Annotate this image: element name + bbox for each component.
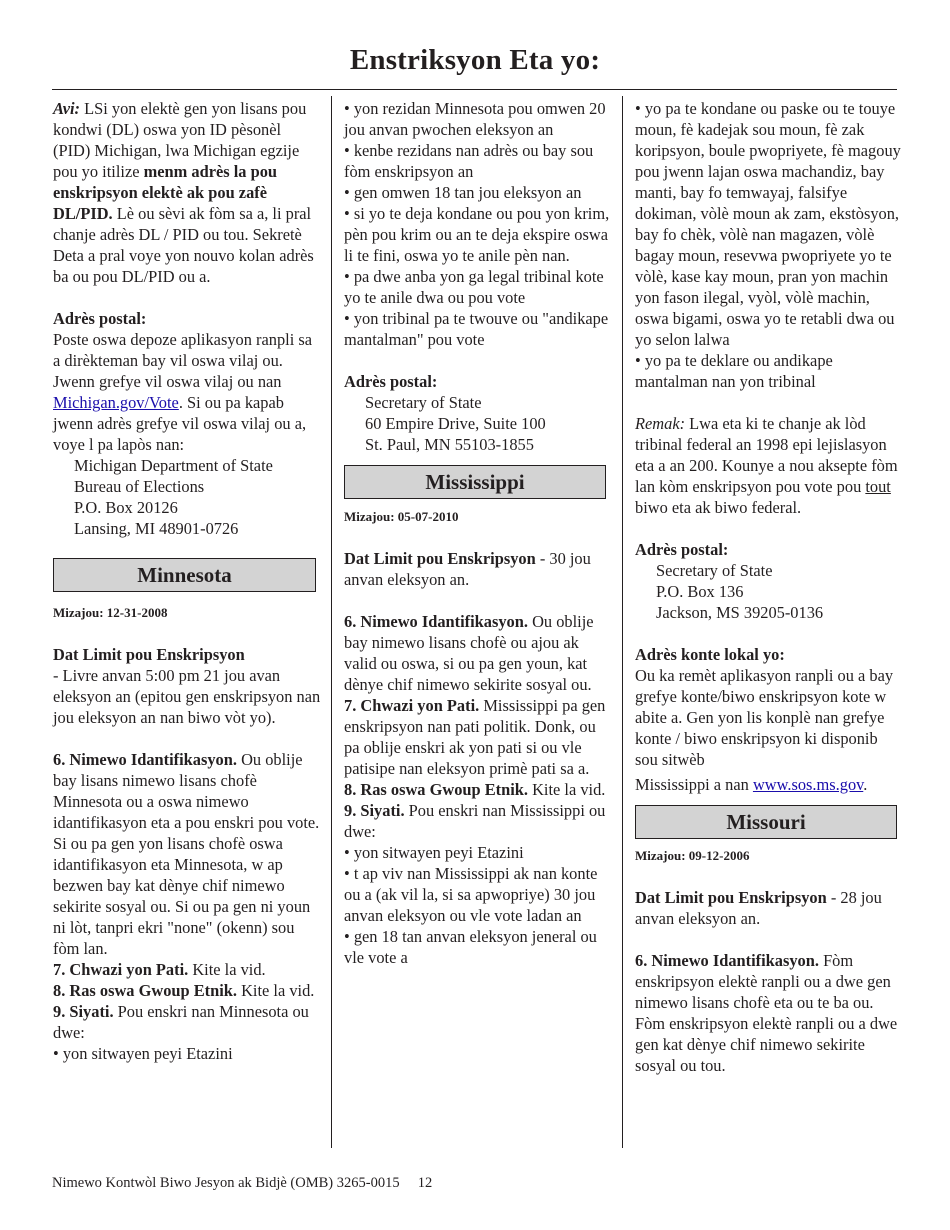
list-item: • t ap viv nan Mississippi ak nan konte ou a (ak vil la, si sa apwopriye) 30 jou anvan eleksyon ou vle vote ladan an [344, 864, 598, 925]
local-address-website: Mississippi a nan www.sos.ms.gov. [635, 775, 868, 794]
address-line: St. Paul, MN 55103-1855 [365, 435, 534, 454]
list-item: • kenbe rezidans nan adrès ou bay sou fòm enskripsyon an [344, 141, 594, 181]
list-item: • yo pa te kondane ou paske ou te touye moun, fè kadejak sou moun, fè zak koripsyon, boule pwopriyete, fè magouy pou jwenn lajan oswa machandiz, bay manti, bay fo temwayaj, falsifye dokiman, vòlè moun ak zam, ekstòsyon, bay fo chèk, vòlè nan magazen, vòlè bagay moun, resevwa pwopriyete yo te vòlè, kase kay moun, pran yon machin yon fason ilegal, vyòl, vòlè machin, oswa bigami, oswa yo te retabli dwa ou yo selon lalwa [635, 99, 901, 349]
michigan-postal-text: Poste oswa depoze aplikasyon ranpli sa a dirèkteman bay vil oswa vilaj ou. Jwenn grefye vil oswa vilaj ou nan Michigan.gov/Vote. Si ou pa kapab jwenn adrès grefye vil oswa vilaj ou a, voye l pa lapòs nan: [53, 330, 313, 454]
address-line: Bureau of Elections [74, 477, 205, 496]
minnesota-updated-date: Mizajou: 12-31-2008 [53, 605, 168, 620]
page-title: Enstriksyon Eta yo: [349, 44, 601, 76]
state-header-minnesota: Minnesota [53, 558, 316, 592]
mississippi-updated-date: Mizajou: 05-07-2010 [344, 509, 459, 524]
michigan-notice: Avi: LSi yon elektè gen yon lisans pou kondwi (DL) oswa yon ID pèsonèl (PID) Michigan, lwa Michigan egzije pou yo itilize menm adrès la pou enskripsyon elektè ak pou zafè DL/PID. Lè ou sèvi ak fòm sa a, li pral chanje adrès DL / PID ou tou. Sekretè Deta a pral voye yon nouvo kolan adrès ba ou pou DL/PID ou a. [53, 99, 314, 286]
minnesota-deadline-text: - Livre anvan 5:00 pm 21 jou avan eleksyon an (epitou gen enskripsyon nan jou eleksyon an nan biwo vòt yo). [53, 666, 321, 727]
state-header-mississippi: Mississippi [344, 465, 606, 499]
list-item: • yon tribinal pa te twouve ou "andikape mantalman" pou vote [344, 309, 609, 349]
list-item: • yon sitwayen peyi Etazini [344, 843, 524, 862]
michigan-postal-heading: Adrès postal: [53, 309, 147, 328]
column-2 [344, 98, 610, 968]
address-line: Secretary of State [656, 561, 773, 580]
mississippi-race-section: 8. Ras oswa Gwoup Etnik. Kite la vid. [344, 780, 606, 799]
michigan-vote-link[interactable]: Michigan.gov/Vote [53, 393, 179, 412]
column-3 [635, 98, 903, 1076]
address-line: P.O. Box 20126 [74, 498, 178, 517]
minnesota-party-section: 7. Chwazi yon Pati. Kite la vid. [53, 960, 266, 979]
local-address-text: Ou ka remèt aplikasyon ranpli ou a bay grefye konte/biwo enskripsyon kote w abite a. Gen yon lis konplè nan grefye konte / biwo enskripsyon ki disponib sou sitwèb [635, 666, 894, 769]
title-divider [52, 89, 897, 90]
minnesota-deadline-label: Dat Limit pou Enskripsyon [53, 645, 245, 664]
list-item: • gen 18 tan anvan eleksyon jeneral ou vle vote a [344, 927, 597, 967]
missouri-updated-date: Mizajou: 09-12-2006 [635, 848, 750, 863]
mississippi-id-section: 6. Nimewo Idantifikasyon. Ou oblije bay nimewo lisans chofè ou ajou ak valid ou oswa, si ou pa gen youn, kat dènye chif nimewo sekirite sosyal ou. [344, 612, 594, 694]
state-header-missouri: Missouri [635, 805, 897, 839]
minnesota-postal-heading: Adrès postal: [344, 372, 438, 391]
address-line: Secretary of State [365, 393, 482, 412]
minnesota-signature-section: 9. Siyati. Pou enskri nan Minnesota ou dwe: [53, 1002, 309, 1042]
minnesota-id-section: 6. Nimewo Idantifikasyon. Ou oblije bay lisans nimewo lisans chofè Minnesota ou a oswa nimewo idantifikasyon eta a pou enskri pou vote. Si ou pa gen yon lisans chofè oswa idantifikasyon eta Minnesota, w ap bezwen bay kat dènye chif nimewo sekirite sosyal ou. Si ou pa gen ni youn ni lòt, tanpri ekri "none" (okenn) sou fòm lan. [53, 750, 320, 958]
list-item: • yon rezidan Minnesota pou omwen 20 jou anvan pwochen eleksyon an [344, 99, 606, 139]
address-line: Michigan Department of State [74, 456, 273, 475]
mississippi-remark: Remak: Lwa eta ki te chanje ak lòd tribinal federal an 1998 epi lejislasyon eta a an 200. Kounye a nou aksepte fòm lan kòm enskripsyon pou vote pou tout biwo eta ak biwo federal. [635, 414, 898, 517]
address-line: 60 Empire Drive, Suite 100 [365, 414, 546, 433]
column-divider [331, 96, 332, 1148]
mississippi-deadline: Dat Limit pou Enskripsyon - 30 jou anvan eleksyon an. [344, 549, 591, 589]
mississippi-signature-section: 9. Siyati. Pou enskri nan Mississippi ou dwe: [344, 801, 606, 841]
list-item: • yo pa te deklare ou andikape mantalman nan yon tribinal [635, 351, 833, 391]
missouri-deadline: Dat Limit pou Enskripsyon - 28 jou anvan eleksyon an. [635, 888, 882, 928]
page-footer: Nimewo Kontwòl Biwo Jesyon ak Bidjè (OMB) 3265-0015 12 [52, 1175, 433, 1191]
sos-ms-link[interactable]: www.sos.ms.gov [752, 775, 864, 794]
mississippi-party-section: 7. Chwazi yon Pati. Mississippi pa gen enskripsyon nan pati politik. Donk, ou pa oblije enskri ak yon pati si ou vle patisipe nan eleksyon primè pati sa a. [344, 696, 606, 778]
list-item: • pa dwe anba yon ga legal tribinal kote yo te anile dwa ou pou vote [344, 267, 604, 307]
list-item: • si yo te deja kondane ou pou yon krim, pèn pou krim ou an te deja ekspire oswa li te fini, oswa yo te anile pèn nan. [344, 204, 610, 265]
address-line: P.O. Box 136 [656, 582, 744, 601]
column-1 [53, 98, 321, 1064]
list-item: • yon sitwayen peyi Etazini [53, 1044, 233, 1063]
mississippi-postal-heading: Adrès postal: [635, 540, 729, 559]
address-line: Lansing, MI 48901-0726 [74, 519, 239, 538]
local-address-heading: Adrès konte lokal yo: [635, 645, 785, 664]
missouri-id-section: 6. Nimewo Idantifikasyon. Fòm enskripsyon elektè ranpli ou a dwe gen nimewo lisans chofè eta ou te ba ou. Fòm enskripsyon elektè ranpli ou a dwe gen kat dènye chif nimewo sekirite sosyal ou tou. [635, 951, 898, 1075]
address-line: Jackson, MS 39205-0136 [656, 603, 824, 622]
minnesota-race-section: 8. Ras oswa Gwoup Etnik. Kite la vid. [53, 981, 315, 1000]
column-divider [622, 96, 623, 1148]
list-item: • gen omwen 18 tan jou eleksyon an [344, 183, 582, 202]
